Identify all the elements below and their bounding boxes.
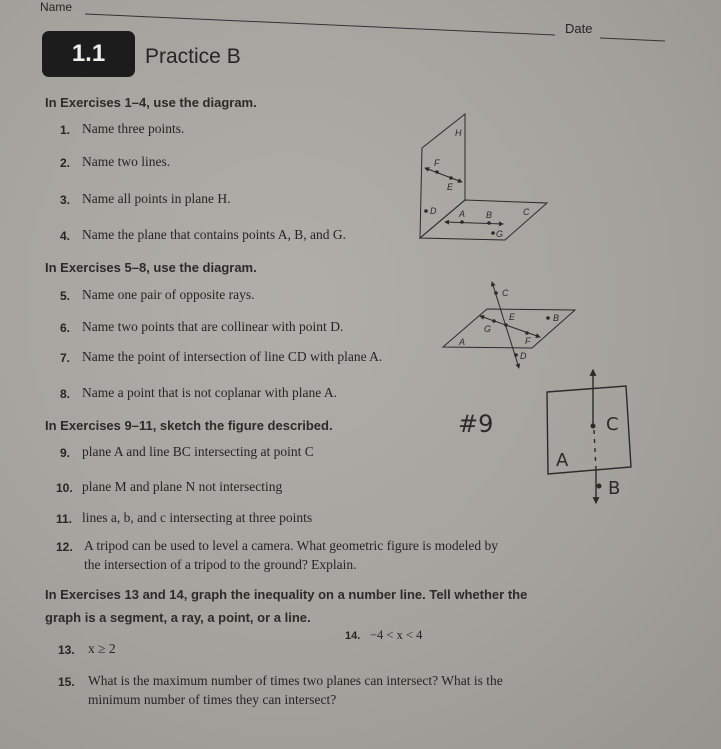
question-text: Name two lines. xyxy=(82,154,171,169)
point-f xyxy=(435,170,439,174)
point-g xyxy=(492,319,496,323)
handwritten-label-a: A xyxy=(556,450,569,471)
label-f: F xyxy=(525,336,531,346)
label-e: E xyxy=(509,312,516,322)
section-instruction: In Exercises 1–4, use the diagram. xyxy=(45,95,257,110)
question-text: What is the maximum number of times two planes can intersect? What is the xyxy=(88,673,503,688)
inequality-text: −4 < x < 4 xyxy=(370,628,423,642)
item-number: 5. xyxy=(60,289,71,303)
item-number: 13. xyxy=(58,643,75,657)
page-title: Practice B xyxy=(145,45,241,68)
label-a: A xyxy=(459,337,466,347)
handwritten-exercise-label: #9 xyxy=(458,410,494,438)
label-g: G xyxy=(496,229,504,239)
date-line xyxy=(600,38,665,41)
label-d: D xyxy=(430,206,437,216)
question-text: plane A and line BC intersecting at point C xyxy=(82,444,314,459)
date-label: Date xyxy=(565,21,593,36)
label-d: D xyxy=(520,351,527,361)
label-c: C xyxy=(523,207,530,217)
question-text: Name the point of intersection of line CD with plane A. xyxy=(82,349,383,364)
label-f: F xyxy=(434,158,440,168)
label-c: C xyxy=(502,288,509,298)
point-d xyxy=(424,209,428,213)
label-e: E xyxy=(447,182,454,192)
diagram-plane-a xyxy=(443,282,575,368)
inequality-text: x ≥ 2 xyxy=(88,641,116,656)
question-text: lines a, b, and c intersecting at three points xyxy=(82,510,313,525)
item-number: 15. xyxy=(58,675,75,689)
question-text: Name the plane that contains points A, B, and G. xyxy=(82,227,346,242)
point-e xyxy=(504,323,508,327)
handwritten-label-b: B xyxy=(608,478,621,499)
section-instruction: In Exercises 9–11, sketch the figure described. xyxy=(45,418,333,433)
item-number: 10. xyxy=(56,481,73,495)
line-fe xyxy=(425,168,462,182)
item-number: 2. xyxy=(60,156,71,170)
item-number: 7. xyxy=(60,351,71,365)
name-label: Name xyxy=(40,0,73,14)
question-text-continued: the intersection of a tripod to the ground? Explain. xyxy=(84,557,357,572)
item-number: 8. xyxy=(60,387,71,401)
point-g xyxy=(491,231,495,235)
section-instruction-continued: graph is a segment, a ray, a point, or a line. xyxy=(45,610,311,625)
point-b xyxy=(487,221,491,225)
question-text: A tripod can be used to level a camera. What geometric figure is modeled by xyxy=(84,538,498,553)
label-b: B xyxy=(486,210,493,220)
point-b xyxy=(546,316,550,320)
diagram-planes-h-c xyxy=(420,114,547,240)
item-number: 12. xyxy=(56,540,73,554)
question-text: Name all points in plane H. xyxy=(82,191,231,206)
plane-c xyxy=(420,200,547,240)
question-text: Name two points that are collinear with point D. xyxy=(82,319,344,334)
line-ab xyxy=(445,222,503,224)
point-f xyxy=(525,331,529,335)
item-number: 1. xyxy=(60,123,71,137)
item-number: 9. xyxy=(60,446,71,460)
question-text: plane M and plane N not intersecting xyxy=(82,479,283,494)
label-h: H xyxy=(455,128,462,138)
point-e xyxy=(449,176,453,180)
question-text: Name three points. xyxy=(82,121,185,136)
sketch-hidden-segment xyxy=(594,430,596,470)
item-number: 14. xyxy=(345,630,361,642)
sketch-point-c xyxy=(591,424,596,429)
sketch-point-b xyxy=(597,484,602,489)
section-instruction: In Exercises 13 and 14, graph the inequality on a number line. Tell whether the xyxy=(45,587,528,602)
label-g: G xyxy=(484,324,492,334)
question-text: Name a point that is not coplanar with plane A. xyxy=(82,385,337,400)
point-a xyxy=(460,220,464,224)
question-text-continued: minimum number of times they can intersect? xyxy=(88,692,337,707)
lesson-badge: 1.1 xyxy=(42,31,135,77)
point-d xyxy=(514,353,518,357)
section-instruction: In Exercises 5–8, use the diagram. xyxy=(45,260,257,275)
item-number: 11. xyxy=(56,512,73,526)
label-b: B xyxy=(553,313,560,323)
item-number: 4. xyxy=(60,229,71,243)
name-line xyxy=(85,14,555,35)
handwritten-label-c: C xyxy=(606,414,619,435)
point-c xyxy=(494,291,498,295)
item-number: 3. xyxy=(60,193,71,207)
label-a: A xyxy=(459,209,466,219)
item-number: 6. xyxy=(60,321,71,335)
question-text: Name one pair of opposite rays. xyxy=(82,287,255,302)
